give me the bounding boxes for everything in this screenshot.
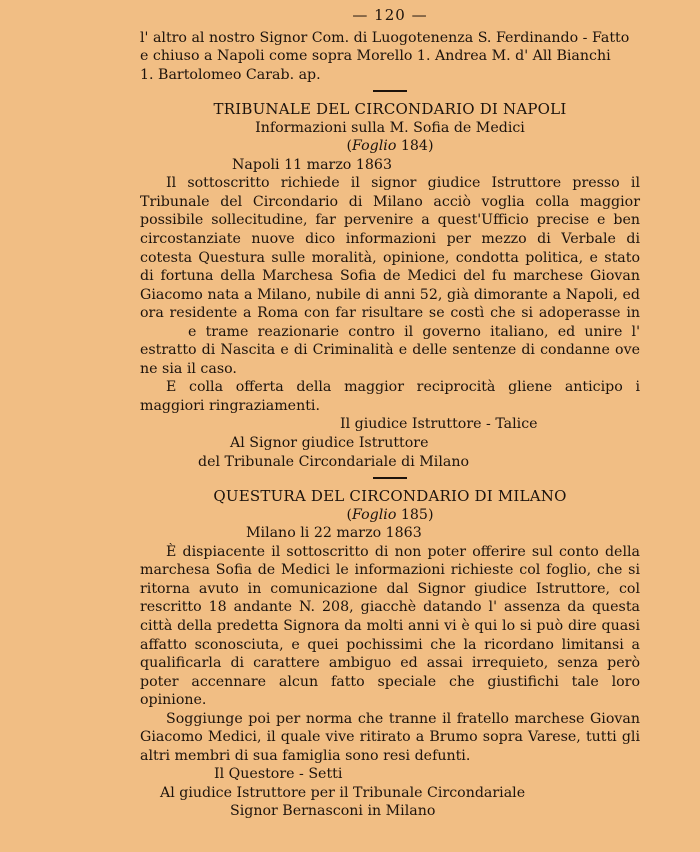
addressee-line: Al giudice Istruttore per il Tribunale Circondariale — [160, 784, 526, 801]
letter-body-paragraph: Soggiunge poi per norma che tranne il fratello marchese Giovan Giacomo Medici, il quale vive ritirato a Brumo sopra Varese, tutti gli altri membri di sua famiglia sono resi defunti. — [140, 710, 640, 764]
signature-line: Il giudice Istruttore - Talice — [340, 416, 538, 433]
intro-line: 1. Bartolomeo Carab. ap. — [140, 66, 321, 83]
section-divider — [373, 90, 407, 92]
section-subtitle: Informazioni sulla M. Sofia de Medici — [255, 119, 525, 136]
section-tribunale-napoli — [140, 100, 640, 471]
letter-body-paragraph: E colla offerta della maggior reciprocità gliene anticipo i maggiori ringraziamenti. — [140, 379, 640, 414]
foglio-reference: (Foglio 184) — [346, 138, 434, 155]
signature-line: Il Questore - Setti — [214, 766, 343, 783]
addressee-line: Al Signor giudice Istruttore — [230, 435, 429, 452]
section-title: QUESTURA DEL CIRCONDARIO DI MILANO — [213, 487, 567, 506]
letter-body-paragraph: Il sottoscritto richiede il signor giudice Istruttore presso il Tribunale del Circondario di Milano acciò voglia colla maggior possibile sollecitudine, far pervenire a quest'Ufficio precise e ben circostanziate nuove dico informazioni per mezzo di Verbale di cotesta Questura sulle moralità, opinione, condotta politica, e stato di fortuna della Marchesa Sofia de Medici del fu marchese Giovan Giacomo nata a Milano, nubile di anni 52, già dimorante a Napoli, ed ora residente a Roma con far risultare se costì che si adoperasse ine trame reazionarie contro il governo italiano, ed unire l' estratto di Nascita e di Criminalità e delle sentenze di condanne ove ne sia il caso. — [140, 175, 640, 377]
section-title: TRIBUNALE DEL CIRCONDARIO DI NAPOLI — [213, 100, 567, 119]
letter-date: Milano li 22 marzo 1863 — [246, 525, 422, 542]
page-number: — 120 — — [352, 6, 428, 24]
addressee-line: Signor Bernasconi in Milano — [230, 803, 436, 820]
intro-line: e chiuso a Napoli come sopra Morello 1. Andrea M. d' All Bianchi — [140, 48, 611, 65]
section-questura-milano — [140, 487, 640, 821]
addressee-line: del Tribunale Circondariale di Milano — [198, 453, 469, 470]
section-divider — [373, 477, 407, 479]
intro-block — [140, 29, 640, 85]
letter-date: Napoli 11 marzo 1863 — [232, 156, 392, 173]
letter-body-paragraph: È dispiacente il sottoscritto di non poter offerire sul conto della marchesa Sofia de Medici le informazioni richieste col foglio, che si ritorna avuto in comunicazione dal Signor giudice Istruttore, col rescritto 18 andante N. 208, giacchè datando l' assenza da questa città della predetta Signora da molti anni vi è qui lo si può dire quasi affatto sconosciuta, e quei pochissimi che la ricordano limitansi a qualificarla di carattere ambiguo ed assai irrequieto, senza però poter accennare alcun fatto speciale che giustifichi tale loro opinione. — [140, 543, 640, 709]
foglio-reference: (Foglio 185) — [346, 506, 434, 523]
intro-line: l' altro al nostro Signor Com. di Luogotenenza S. Ferdinando - Fatto — [140, 29, 630, 46]
